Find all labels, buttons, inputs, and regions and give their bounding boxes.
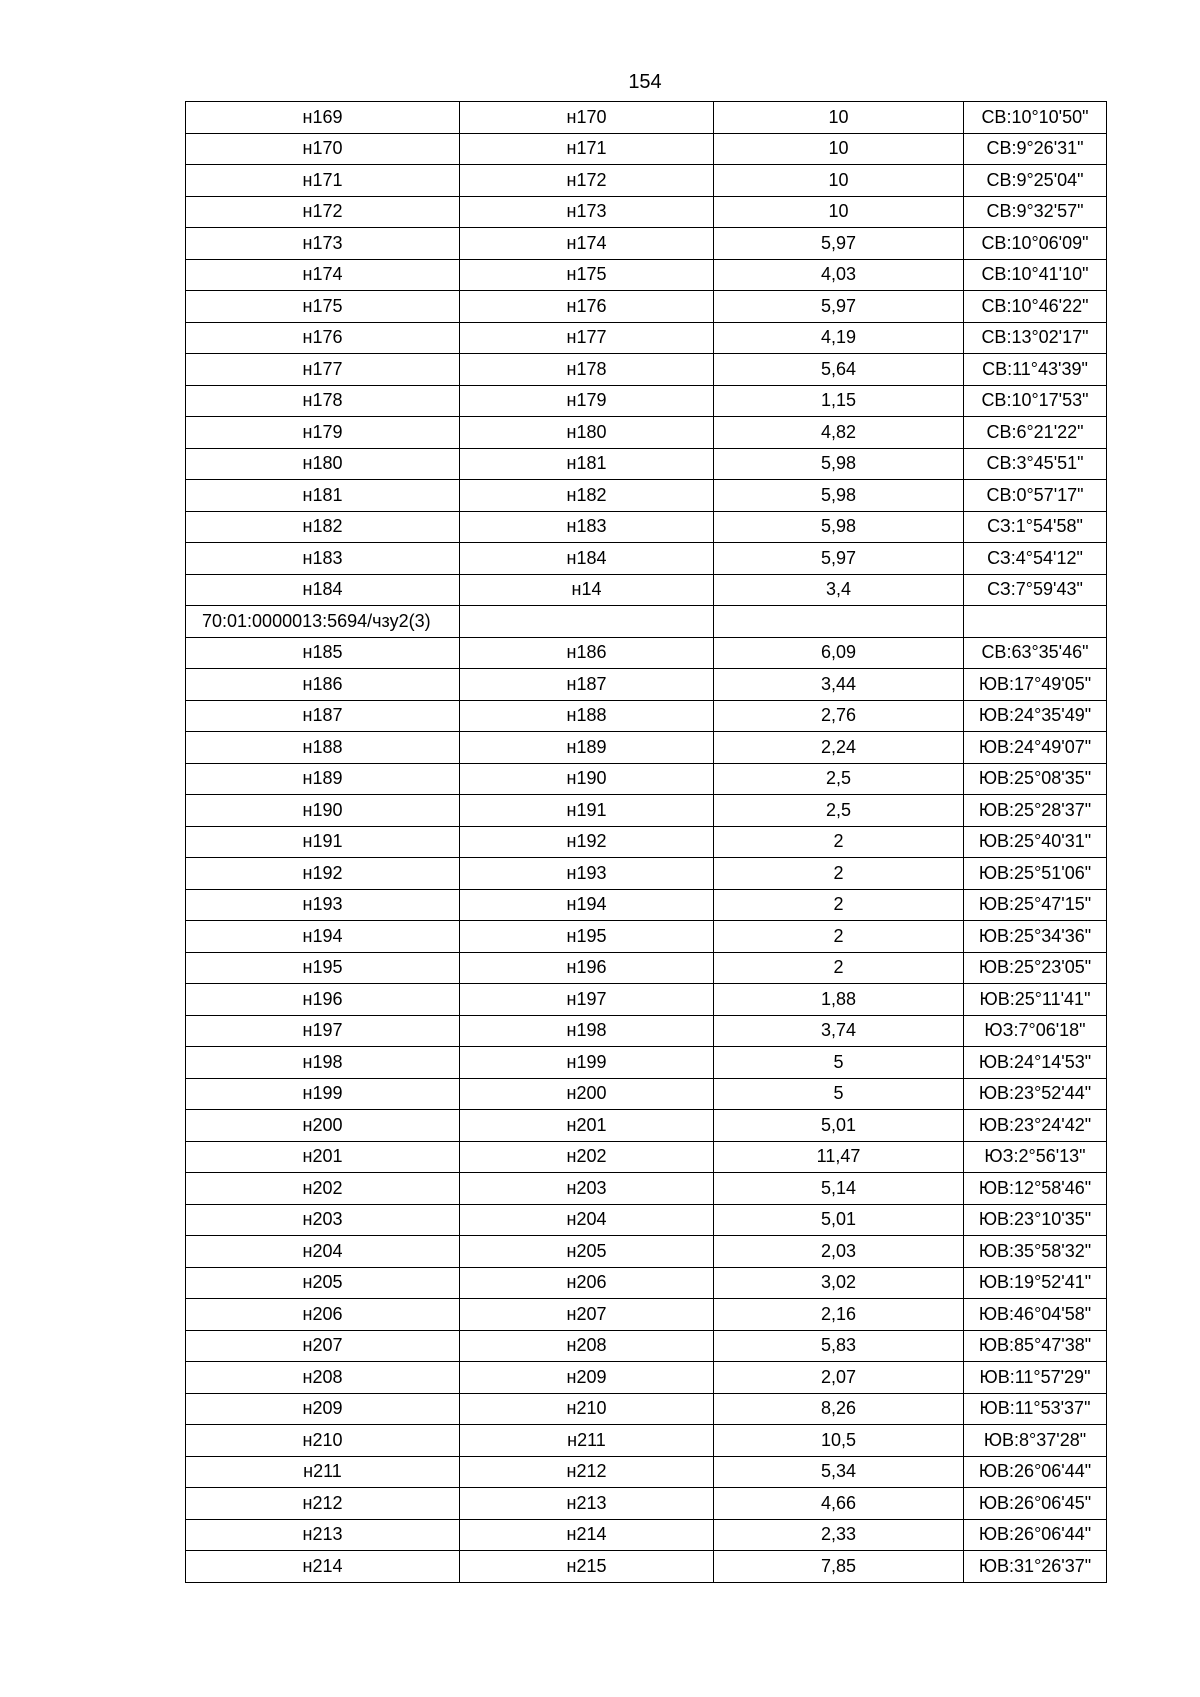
bearing-cell: ЮВ:11°53'37": [964, 1393, 1107, 1425]
from-point-cell: н205: [186, 1267, 460, 1299]
table-row: [186, 385, 1107, 417]
from-point-cell: н197: [186, 1015, 460, 1047]
table-row: [186, 448, 1107, 480]
table-row: [186, 952, 1107, 984]
length-cell: 10: [714, 165, 964, 197]
table-row: [186, 1425, 1107, 1457]
table-row: [186, 1362, 1107, 1394]
from-point-cell: н188: [186, 732, 460, 764]
from-point-cell: н213: [186, 1519, 460, 1551]
bearing-cell: СВ:6°21'22": [964, 417, 1107, 449]
table-row: [186, 1551, 1107, 1583]
from-point-cell: н191: [186, 826, 460, 858]
bearing-cell: СЗ:1°54'58": [964, 511, 1107, 543]
bearing-cell: ЮВ:24°35'49": [964, 700, 1107, 732]
to-point-cell: н211: [460, 1425, 714, 1457]
from-point-cell: н195: [186, 952, 460, 984]
from-point-cell: н183: [186, 543, 460, 575]
to-point-cell: н173: [460, 196, 714, 228]
from-point-cell: н179: [186, 417, 460, 449]
from-point-cell: н201: [186, 1141, 460, 1173]
bearing-cell: ЮВ:23°10'35": [964, 1204, 1107, 1236]
to-point-cell: н178: [460, 354, 714, 386]
empty-cell: [460, 606, 714, 638]
to-point-cell: н208: [460, 1330, 714, 1362]
bearing-cell: ЮЗ:2°56'13": [964, 1141, 1107, 1173]
to-point-cell: н181: [460, 448, 714, 480]
length-cell: 11,47: [714, 1141, 964, 1173]
from-point-cell: н186: [186, 669, 460, 701]
to-point-cell: н189: [460, 732, 714, 764]
bearing-cell: СЗ:7°59'43": [964, 574, 1107, 606]
bearing-cell: ЮВ:11°57'29": [964, 1362, 1107, 1394]
bearing-cell: ЮВ:25°28'37": [964, 795, 1107, 827]
to-point-cell: н172: [460, 165, 714, 197]
to-point-cell: н170: [460, 102, 714, 134]
length-cell: 5,01: [714, 1204, 964, 1236]
length-cell: 5,34: [714, 1456, 964, 1488]
length-cell: 10: [714, 133, 964, 165]
to-point-cell: н186: [460, 637, 714, 669]
length-cell: 3,02: [714, 1267, 964, 1299]
length-cell: 2,5: [714, 795, 964, 827]
table-row: [186, 574, 1107, 606]
length-cell: 10: [714, 102, 964, 134]
length-cell: 10,5: [714, 1425, 964, 1457]
table-row: [186, 1299, 1107, 1331]
from-point-cell: н211: [186, 1456, 460, 1488]
bearing-cell: СВ:9°32'57": [964, 196, 1107, 228]
bearing-cell: ЮВ:25°23'05": [964, 952, 1107, 984]
bearing-cell: ЮВ:46°04'58": [964, 1299, 1107, 1331]
to-point-cell: н210: [460, 1393, 714, 1425]
to-point-cell: н199: [460, 1047, 714, 1079]
to-point-cell: н179: [460, 385, 714, 417]
to-point-cell: н213: [460, 1488, 714, 1520]
to-point-cell: н14: [460, 574, 714, 606]
from-point-cell: н180: [186, 448, 460, 480]
to-point-cell: н194: [460, 889, 714, 921]
length-cell: 5,83: [714, 1330, 964, 1362]
bearing-cell: ЮЗ:7°06'18": [964, 1015, 1107, 1047]
bearing-cell: СВ:10°46'22": [964, 291, 1107, 323]
table-row: [186, 763, 1107, 795]
bearing-cell: СВ:0°57'17": [964, 480, 1107, 512]
from-point-cell: н202: [186, 1173, 460, 1205]
bearing-cell: СВ:3°45'51": [964, 448, 1107, 480]
length-cell: 5,98: [714, 480, 964, 512]
table-row: [186, 700, 1107, 732]
table-row: [186, 354, 1107, 386]
from-point-cell: н182: [186, 511, 460, 543]
table-row: [186, 165, 1107, 197]
table-row: [186, 1488, 1107, 1520]
table-row: [186, 1236, 1107, 1268]
length-cell: 3,44: [714, 669, 964, 701]
table-row: [186, 511, 1107, 543]
from-point-cell: н169: [186, 102, 460, 134]
table-row: [186, 921, 1107, 953]
from-point-cell: н185: [186, 637, 460, 669]
from-point-cell: н210: [186, 1425, 460, 1457]
to-point-cell: н187: [460, 669, 714, 701]
bearing-cell: ЮВ:26°06'45": [964, 1488, 1107, 1520]
table-row: [186, 1456, 1107, 1488]
table-row: [186, 1173, 1107, 1205]
length-cell: 5,97: [714, 543, 964, 575]
from-point-cell: н206: [186, 1299, 460, 1331]
from-point-cell: н170: [186, 133, 460, 165]
length-cell: 5,98: [714, 511, 964, 543]
bearing-cell: ЮВ:25°47'15": [964, 889, 1107, 921]
to-point-cell: н209: [460, 1362, 714, 1394]
from-point-cell: н198: [186, 1047, 460, 1079]
from-point-cell: н212: [186, 1488, 460, 1520]
bearing-cell: ЮВ:8°37'28": [964, 1425, 1107, 1457]
table-row: [186, 889, 1107, 921]
bearing-cell: ЮВ:26°06'44": [964, 1519, 1107, 1551]
length-cell: 5: [714, 1047, 964, 1079]
to-point-cell: н207: [460, 1299, 714, 1331]
length-cell: 6,09: [714, 637, 964, 669]
length-cell: 4,66: [714, 1488, 964, 1520]
table-row: [186, 1141, 1107, 1173]
bearing-cell: СВ:10°06'09": [964, 228, 1107, 260]
bearing-cell: СВ:10°10'50": [964, 102, 1107, 134]
to-point-cell: н215: [460, 1551, 714, 1583]
table-row: [186, 543, 1107, 575]
table-row: [186, 1393, 1107, 1425]
length-cell: 5: [714, 1078, 964, 1110]
table-row: [186, 1078, 1107, 1110]
to-point-cell: н203: [460, 1173, 714, 1205]
from-point-cell: н187: [186, 700, 460, 732]
from-point-cell: н177: [186, 354, 460, 386]
table-row: [186, 858, 1107, 890]
bearing-cell: ЮВ:12°58'46": [964, 1173, 1107, 1205]
bearing-cell: ЮВ:85°47'38": [964, 1330, 1107, 1362]
table-row: [186, 228, 1107, 260]
length-cell: 2: [714, 889, 964, 921]
from-point-cell: н190: [186, 795, 460, 827]
page-number: 154: [628, 71, 662, 93]
to-point-cell: н177: [460, 322, 714, 354]
length-cell: 2: [714, 858, 964, 890]
length-cell: 5,01: [714, 1110, 964, 1142]
to-point-cell: н183: [460, 511, 714, 543]
table-row: [186, 732, 1107, 764]
table-row: [186, 480, 1107, 512]
from-point-cell: н176: [186, 322, 460, 354]
table-row: [186, 795, 1107, 827]
length-cell: 2,16: [714, 1299, 964, 1331]
length-cell: 10: [714, 196, 964, 228]
to-point-cell: н197: [460, 984, 714, 1016]
length-cell: 8,26: [714, 1393, 964, 1425]
table-row: [186, 1204, 1107, 1236]
to-point-cell: н182: [460, 480, 714, 512]
table-row: [186, 322, 1107, 354]
length-cell: 2,5: [714, 763, 964, 795]
length-cell: 7,85: [714, 1551, 964, 1583]
length-cell: 4,03: [714, 259, 964, 291]
from-point-cell: н178: [186, 385, 460, 417]
from-point-cell: н199: [186, 1078, 460, 1110]
to-point-cell: н212: [460, 1456, 714, 1488]
to-point-cell: н206: [460, 1267, 714, 1299]
to-point-cell: н205: [460, 1236, 714, 1268]
from-point-cell: н171: [186, 165, 460, 197]
from-point-cell: н209: [186, 1393, 460, 1425]
length-cell: 2: [714, 921, 964, 953]
from-point-cell: н174: [186, 259, 460, 291]
table-row: [186, 1015, 1107, 1047]
bearing-cell: СВ:63°35'46": [964, 637, 1107, 669]
length-cell: 2,24: [714, 732, 964, 764]
section-row: [186, 606, 1107, 638]
bearing-cell: СВ:11°43'39": [964, 354, 1107, 386]
to-point-cell: н192: [460, 826, 714, 858]
from-point-cell: н181: [186, 480, 460, 512]
boundary-table-body: [186, 102, 1107, 1583]
from-point-cell: н173: [186, 228, 460, 260]
from-point-cell: н204: [186, 1236, 460, 1268]
boundary-table: [185, 101, 1107, 1583]
bearing-cell: ЮВ:25°34'36": [964, 921, 1107, 953]
from-point-cell: н203: [186, 1204, 460, 1236]
bearing-cell: СВ:9°26'31": [964, 133, 1107, 165]
to-point-cell: н180: [460, 417, 714, 449]
from-point-cell: н193: [186, 889, 460, 921]
from-point-cell: н214: [186, 1551, 460, 1583]
to-point-cell: н204: [460, 1204, 714, 1236]
to-point-cell: н176: [460, 291, 714, 323]
length-cell: 5,64: [714, 354, 964, 386]
bearing-cell: ЮВ:23°24'42": [964, 1110, 1107, 1142]
bearing-cell: ЮВ:25°11'41": [964, 984, 1107, 1016]
bearing-cell: ЮВ:25°51'06": [964, 858, 1107, 890]
to-point-cell: н193: [460, 858, 714, 890]
to-point-cell: н195: [460, 921, 714, 953]
to-point-cell: н196: [460, 952, 714, 984]
length-cell: 2,33: [714, 1519, 964, 1551]
length-cell: 5,14: [714, 1173, 964, 1205]
table-row: [186, 1519, 1107, 1551]
bearing-cell: СЗ:4°54'12": [964, 543, 1107, 575]
length-cell: 2: [714, 826, 964, 858]
to-point-cell: н214: [460, 1519, 714, 1551]
from-point-cell: н194: [186, 921, 460, 953]
length-cell: 4,82: [714, 417, 964, 449]
table-row: [186, 1047, 1107, 1079]
bearing-cell: СВ:9°25'04": [964, 165, 1107, 197]
empty-cell: [714, 606, 964, 638]
table-row: [186, 1110, 1107, 1142]
section-label-cell: 70:01:0000013:5694/чзу2(3): [186, 606, 460, 638]
table-row: [186, 1267, 1107, 1299]
table-row: [186, 133, 1107, 165]
length-cell: 2: [714, 952, 964, 984]
to-point-cell: н200: [460, 1078, 714, 1110]
from-point-cell: н175: [186, 291, 460, 323]
from-point-cell: н189: [186, 763, 460, 795]
table-row: [186, 984, 1107, 1016]
length-cell: 1,15: [714, 385, 964, 417]
from-point-cell: н207: [186, 1330, 460, 1362]
table-row: [186, 669, 1107, 701]
empty-cell: [964, 606, 1107, 638]
to-point-cell: н198: [460, 1015, 714, 1047]
length-cell: 2,07: [714, 1362, 964, 1394]
length-cell: 4,19: [714, 322, 964, 354]
from-point-cell: н184: [186, 574, 460, 606]
to-point-cell: н171: [460, 133, 714, 165]
length-cell: 5,97: [714, 228, 964, 260]
bearing-cell: ЮВ:31°26'37": [964, 1551, 1107, 1583]
to-point-cell: н184: [460, 543, 714, 575]
to-point-cell: н188: [460, 700, 714, 732]
from-point-cell: н200: [186, 1110, 460, 1142]
table-row: [186, 637, 1107, 669]
length-cell: 3,74: [714, 1015, 964, 1047]
bearing-cell: ЮВ:24°49'07": [964, 732, 1107, 764]
length-cell: 5,98: [714, 448, 964, 480]
bearing-cell: ЮВ:25°40'31": [964, 826, 1107, 858]
length-cell: 2,03: [714, 1236, 964, 1268]
from-point-cell: н192: [186, 858, 460, 890]
to-point-cell: н175: [460, 259, 714, 291]
from-point-cell: н196: [186, 984, 460, 1016]
table-row: [186, 259, 1107, 291]
table-row: [186, 291, 1107, 323]
bearing-cell: ЮВ:25°08'35": [964, 763, 1107, 795]
from-point-cell: н172: [186, 196, 460, 228]
length-cell: 2,76: [714, 700, 964, 732]
bearing-cell: СВ:10°17'53": [964, 385, 1107, 417]
from-point-cell: н208: [186, 1362, 460, 1394]
bearing-cell: ЮВ:19°52'41": [964, 1267, 1107, 1299]
table-row: [186, 1330, 1107, 1362]
to-point-cell: н190: [460, 763, 714, 795]
table-row: [186, 826, 1107, 858]
table-row: [186, 417, 1107, 449]
bearing-cell: СВ:13°02'17": [964, 322, 1107, 354]
bearing-cell: ЮВ:24°14'53": [964, 1047, 1107, 1079]
length-cell: 1,88: [714, 984, 964, 1016]
length-cell: 3,4: [714, 574, 964, 606]
to-point-cell: н191: [460, 795, 714, 827]
to-point-cell: н174: [460, 228, 714, 260]
table-row: [186, 196, 1107, 228]
bearing-cell: ЮВ:26°06'44": [964, 1456, 1107, 1488]
bearing-cell: ЮВ:17°49'05": [964, 669, 1107, 701]
table-row: [186, 102, 1107, 134]
bearing-cell: ЮВ:35°58'32": [964, 1236, 1107, 1268]
bearing-cell: ЮВ:23°52'44": [964, 1078, 1107, 1110]
bearing-cell: СВ:10°41'10": [964, 259, 1107, 291]
length-cell: 5,97: [714, 291, 964, 323]
to-point-cell: н201: [460, 1110, 714, 1142]
to-point-cell: н202: [460, 1141, 714, 1173]
